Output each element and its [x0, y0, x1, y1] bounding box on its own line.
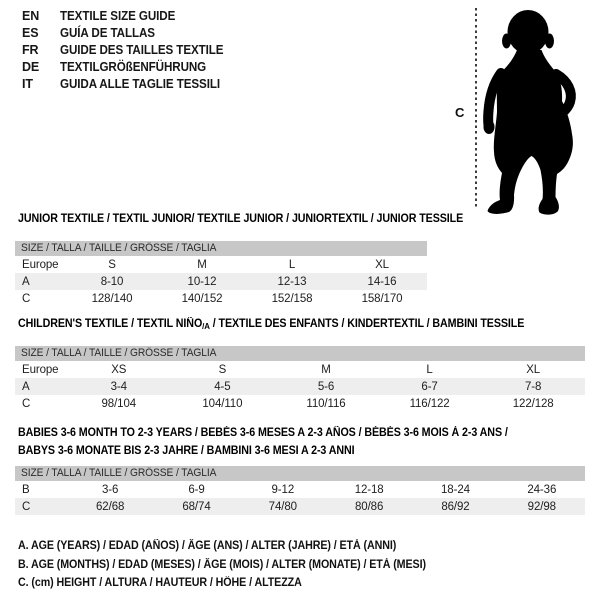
language-code: FR: [22, 42, 39, 57]
size-cell: S: [108, 258, 116, 271]
size-cell: XL: [526, 363, 541, 376]
row-label: C: [22, 397, 31, 410]
language-code: EN: [22, 8, 40, 23]
junior-table-title: [18, 213, 497, 225]
height-cell: 104/110: [202, 397, 243, 410]
language-header: [22, 7, 236, 93]
footnote-a-text: A. AGE (YEARS) / EDAD (AÑOS) / ÂGE (ANS) / ALTER (JAHRE) / ETÀ (ANNI): [18, 540, 397, 552]
table-row-height: [15, 290, 427, 307]
height-dimension-label: C: [455, 105, 465, 120]
size-cell: L: [288, 258, 296, 271]
language-code: DE: [22, 60, 40, 75]
age-cell: 10-12: [187, 275, 217, 288]
age-cell: 6-9: [188, 483, 205, 496]
age-cell: 8-10: [100, 275, 124, 288]
footnote-b-text: B. AGE (MONTHS) / EDAD (MESES) / ÂGE (MOIS) / ALTER (MONATE) / ETÀ (MESI): [18, 558, 426, 571]
row-label: A: [22, 275, 30, 288]
junior-table-title-text: JUNIOR TEXTILE / TEXTIL JUNIOR/ TEXTILE JUNIOR / JUNIORTEXTIL / JUNIOR TESSILE: [18, 213, 464, 225]
language-title: GUÍA DE TALLAS: [60, 25, 155, 40]
size-cell: L: [426, 363, 433, 376]
age-cell: 5-6: [317, 380, 335, 393]
children-table-title-text: [18, 318, 524, 330]
table-row-age: [15, 273, 427, 290]
table-row-europe: [15, 361, 585, 378]
language-row-en: [22, 7, 236, 24]
row-label: Europe: [22, 258, 59, 271]
table-row-height: [15, 395, 585, 412]
age-cell: 24-36: [527, 483, 557, 496]
height-cell: 80/86: [355, 500, 384, 513]
language-row-it: [22, 76, 236, 93]
row-label: C: [22, 292, 31, 305]
height-cell: 98/104: [101, 397, 137, 410]
babies-size-table: [15, 466, 585, 515]
babies-title-line1: BABIES 3-6 MONTH TO 2-3 YEARS / BEBÉS 3-6 MESES A 2-3 AÑOS / BÉBÉS 3-6 MOIS À 2-3 ANS /: [18, 427, 508, 439]
size-cell: XL: [375, 258, 389, 271]
height-cell: 86/92: [441, 500, 470, 513]
table-row-age-months: [15, 481, 585, 498]
babies-title-line2: BABYS 3-6 MONATE BIS 2-3 JAHRE / BAMBINI 3-6 MESI A 2-3 ANNI: [18, 445, 355, 457]
height-cell: 68/74: [182, 500, 211, 513]
footnote-c-text: C. (cm) HEIGHT / ALTURA / HAUTEUR / HÖHE / ALTEZZA: [18, 577, 302, 590]
age-cell: 6-7: [421, 380, 438, 393]
height-cell: 62/68: [96, 500, 125, 513]
height-cell: 110/116: [306, 397, 346, 410]
language-title: TEXTILGRÖßENFÜHRUNG: [60, 60, 207, 75]
age-cell: 12-18: [354, 483, 384, 496]
table-row-age: [15, 378, 585, 395]
height-cell: 152/158: [271, 292, 313, 305]
age-cell: 18-24: [441, 483, 470, 496]
children-table-title: [18, 318, 562, 330]
row-label: A: [22, 380, 30, 393]
row-label: B: [22, 483, 30, 496]
language-row-fr: [22, 41, 236, 58]
age-cell: 4-5: [214, 380, 231, 393]
height-cell: 128/140: [91, 292, 133, 305]
size-cell: S: [218, 363, 227, 376]
size-header-bar: [15, 346, 585, 361]
height-cell: 140/152: [181, 292, 223, 305]
silhouette-head: [508, 10, 549, 54]
title-part: / TEXTILE DES ENFANTS / KINDERTEXTIL / BAMBINI TESSILE: [209, 318, 525, 330]
table-row-europe: [15, 256, 427, 273]
row-label: Europe: [22, 363, 59, 376]
language-code: ES: [22, 25, 39, 40]
language-row-de: [22, 59, 236, 76]
height-cell: 74/80: [268, 500, 297, 513]
age-cell: 14-16: [367, 275, 397, 288]
language-title: GUIDE DES TAILLES TEXTILE: [60, 42, 224, 57]
size-cell: M: [321, 363, 331, 376]
age-cell: 12-13: [277, 275, 307, 288]
size-header-text: SIZE / TALLA / TAILLE / GRÖSSE / TAGLIA: [21, 347, 217, 359]
silhouette-ear-left: [502, 34, 511, 49]
height-cell: 158/170: [361, 292, 403, 305]
size-header-text: SIZE / TALLA / TAILLE / GRÖSSE / TAGLIA: [21, 242, 217, 254]
size-header-text: SIZE / TALLA / TAILLE / GRÖSSE / TAGLIA: [21, 467, 217, 479]
age-cell: 9-12: [271, 483, 295, 496]
language-code: IT: [22, 77, 33, 92]
size-cell: XS: [111, 363, 127, 376]
height-cell: 116/122: [409, 397, 450, 410]
silhouette-hand-left: [484, 120, 495, 134]
footnote-b: [18, 556, 457, 575]
babies-table-title: [18, 424, 545, 460]
title-part: CHILDREN'S TEXTILE / TEXTIL NIÑO: [18, 318, 203, 330]
silhouette-ear-right: [545, 34, 554, 49]
footnote-a: [18, 537, 457, 556]
size-header-bar: [15, 241, 427, 256]
height-cell: 92/98: [527, 500, 556, 513]
junior-size-table: [15, 241, 427, 307]
age-cell: 7-8: [525, 380, 542, 393]
size-header-bar: [15, 466, 585, 481]
language-title: TEXTILE SIZE GUIDE: [60, 8, 176, 23]
age-cell: 3-6: [102, 483, 119, 496]
legend-footnotes: [18, 537, 457, 593]
table-row-height: [15, 498, 585, 515]
row-label: C: [22, 500, 31, 513]
size-cell: M: [197, 258, 207, 271]
language-title: GUIDA ALLE TAGLIE TESSILI: [60, 77, 221, 92]
height-cell: 122/128: [512, 397, 554, 410]
footnote-c: [18, 574, 457, 593]
baby-silhouette-icon: [481, 4, 589, 216]
children-size-table: [15, 346, 585, 412]
age-cell: 3-4: [110, 380, 127, 393]
height-dimension-line: [475, 8, 477, 208]
language-row-es: [22, 24, 236, 41]
title-part-subscript: /A: [202, 321, 210, 331]
